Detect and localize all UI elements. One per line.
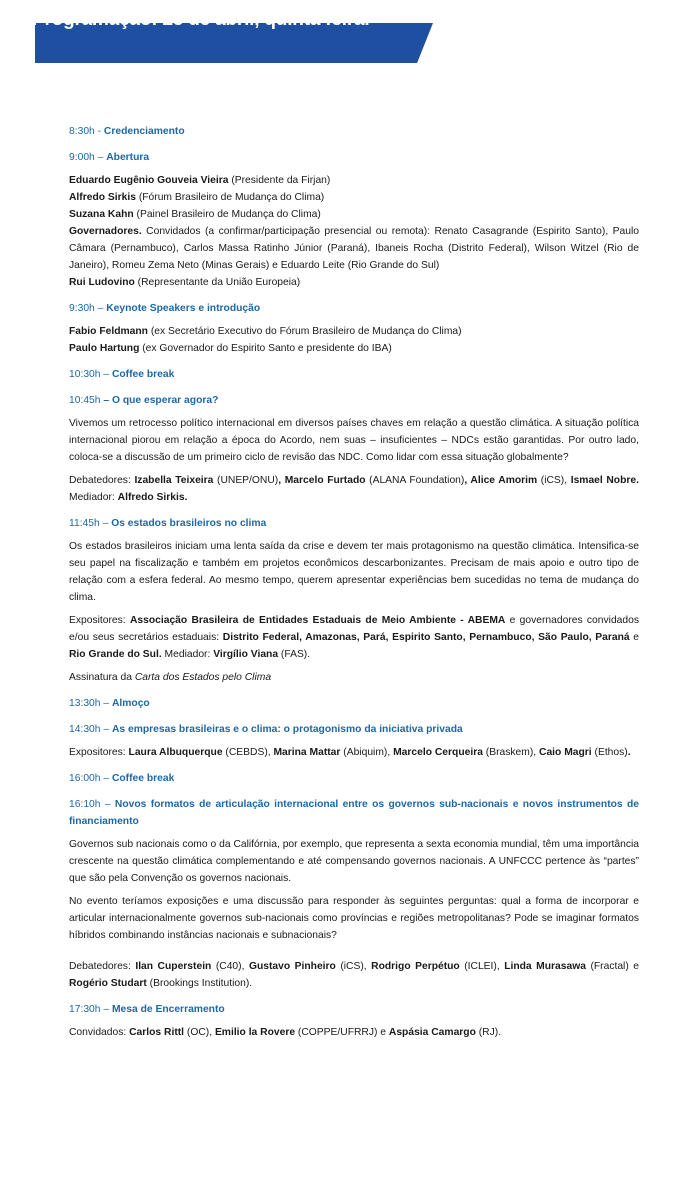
session-estados xyxy=(69,515,639,686)
session-coffee-break-1 xyxy=(69,366,639,383)
session-heading: 8:30h - Credenciamento xyxy=(69,126,185,137)
session-heading: 13:30h – Almoço xyxy=(69,698,150,709)
session-heading: 10:30h – Coffee break xyxy=(69,369,175,380)
session-heading: 9:00h – Abertura xyxy=(69,152,150,163)
session-heading: 11:45h – Os estados brasileiros no clima xyxy=(69,518,267,529)
speaker-line: Alfredo Sirkis (Fórum Brasileiro de Mudança do Clima) xyxy=(69,192,325,203)
speaker-line: Eduardo Eugênio Gouveia Vieira (Presidente da Firjan) xyxy=(69,175,331,186)
speaker-line: Fabio Feldmann (ex Secretário Executivo do Fórum Brasileiro de Mudança do Clima) xyxy=(69,326,462,337)
session-description: Governos sub nacionais como o da Califórnia, por exemplo, que representa a sexta economia mundial, têm uma importância crescente na questão climática complementando e até compensando governos nacionais. A UNFCCC pertence às “partes” que são pela Convenção os governos nacionais. xyxy=(69,839,639,884)
signing-line: Assinatura da Carta dos Estados pelo Clima xyxy=(69,672,272,683)
session-encerramento xyxy=(69,1001,639,1041)
program-content xyxy=(69,123,639,1050)
debaters-line: Debatedores: Izabella Teixeira (UNEP/ONU), Marcelo Furtado (ALANA Foundation), Alice Amorim (iCS), Ismael Nobre. Mediador: Alfredo Sirkis. xyxy=(69,475,639,503)
session-heading: 17:30h – Mesa de Encerramento xyxy=(69,1004,225,1015)
session-description: No evento teríamos exposições e uma discussão para responder às seguintes perguntas: qual a forma de incorporar e articular internacionalmente governos sub-nacionais como províncias e regiões metropolitanas? Pode se imaginar formatos híbridos combinando instâncias nacionais e subnacionais? xyxy=(69,896,639,941)
session-o-que-esperar xyxy=(69,392,639,506)
session-heading: 9:30h – Keynote Speakers e introdução xyxy=(69,303,261,314)
session-heading: 16:00h – Coffee break xyxy=(69,773,175,784)
session-heading: 10:45h – O que esperar agora? xyxy=(69,395,219,406)
exhibitors-line: Expositores: Laura Albuquerque (CEBDS), Marina Mattar (Abiquim), Marcelo Cerqueira (Braskem), Caio Magri (Ethos). xyxy=(69,747,631,758)
session-keynote xyxy=(69,300,639,357)
session-heading: 14:30h – As empresas brasileiras e o clima: o protagonismo da iniciativa privada xyxy=(69,724,463,735)
speaker-line: Rui Ludovino (Representante da União Europeia) xyxy=(69,277,301,288)
exhibitors-line: Expositores: Associação Brasileira de Entidades Estaduais de Meio Ambiente - ABEMA e governadores convidados e/ou seus secretários estaduais: Distrito Federal, Amazonas, Pará, Espirito Santo, Pernambuco, São Paulo, Paraná e Rio Grande do Sul. Mediador: Virgílio Viana (FAS). xyxy=(69,615,640,660)
session-description: Os estados brasileiros iniciam uma lenta saída da crise e devem ter mais protagonismo na questão climática. Intensifica-se seu papel na fiscalização e também em projetos econômicos descarbonizantes. Precisam de mais apoio e outro tipo de relação com a esfera federal. Ao mesmo tempo, querem apresentar experiências bem sucedidas no tema de mudança do clima. xyxy=(69,541,639,603)
session-description: Vivemos um retrocesso político internacional em diversos países chaves em relação a questão climática. A situação política internacional piorou em relação a época do Acordo, nem suas – insuficientes – NDCs estão garantidas. Por outro lado, coloca-se a discussão de um primeiro ciclo de revisão das NDC. Como lidar com essa situação globalmente? xyxy=(69,418,639,463)
speaker-line: Paulo Hartung (ex Governador do Espirito Santo e presidente do IBA) xyxy=(69,343,392,354)
debaters-line: Debatedores: Ilan Cuperstein (C40), Gustavo Pinheiro (iCS), Rodrigo Perpétuo (ICLEI), Linda Murasawa (Fractal) e Rogério Studart (Brookings Institution). xyxy=(69,961,639,989)
session-novos-formatos xyxy=(69,796,639,992)
session-almoco xyxy=(69,695,639,712)
session-heading: 16:10h – Novos formatos de articulação internacional entre os governos sub-nacionais e novos instrumentos de financiamento xyxy=(69,799,639,827)
spacer xyxy=(69,950,639,958)
session-abertura xyxy=(69,149,639,291)
page-title: Programação: 25 de abril, quinta feira. xyxy=(32,9,370,30)
speaker-line: Suzana Kahn (Painel Brasileiro de Mudança do Clima) xyxy=(69,209,321,220)
session-credenciamento xyxy=(69,123,639,140)
guests-line: Convidados: Carlos Rittl (OC), Emilio la Rovere (COPPE/UFRRJ) e Aspásia Camargo (RJ). xyxy=(69,1027,502,1038)
session-coffee-break-2 xyxy=(69,770,639,787)
session-empresas xyxy=(69,721,639,761)
speaker-line: Governadores. Convidados (a confirmar/participação presencial ou remota): Renato Casagrande (Espirito Santo), Paulo Câmara (Pernambuco), Carlos Massa Ratinho Júnior (Paraná), Ibaneis Rocha (Distrito Federal), Wilson Witzel (Rio de Janeiro), Romeu Zema Neto (Minas Gerais) e Eduardo Leite (Rio Grande do Sul) xyxy=(69,226,639,271)
